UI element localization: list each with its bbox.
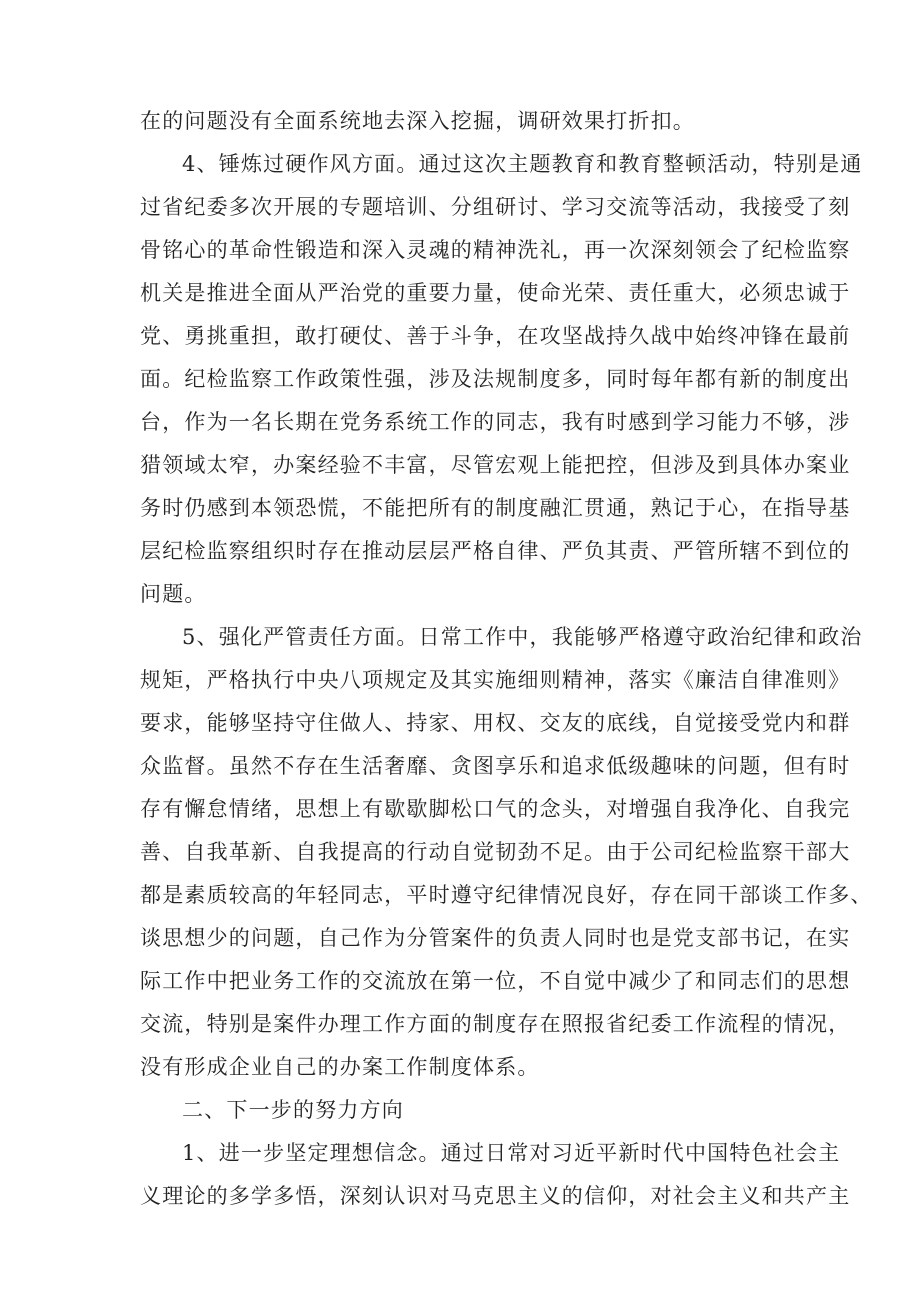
text-line: 层纪检监察组织时存在推动层层严格自律、严负其责、严管所辖不到位的 [140, 539, 851, 563]
text-line: 规矩，严格执行中央八项规定及其实施细则精神，落实《廉洁自律准则》 [140, 668, 851, 692]
text-line: 机关是推进全面从严治党的重要力量，使命光荣、责任重大，必须忠诚于 [140, 281, 851, 305]
text-line: 骨铭心的革命性锻造和深入灵魂的精神洗礼，再一次深刻领会了纪检监察 [140, 238, 851, 262]
text-line: 4、锤炼过硬作风方面。通过这次主题教育和教育整顿活动，特别是通 [182, 152, 863, 176]
text-line: 存有懈怠情绪，思想上有歇歇脚松口气的念头，对增强自我净化、自我完 [140, 797, 851, 821]
text-line: 交流，特别是案件办理工作方面的制度存在照报省纪委工作流程的情况， [140, 1012, 851, 1036]
text-line: 务时仍感到本领恐慌，不能把所有的制度融汇贯通，熟记于心，在指导基 [140, 496, 851, 520]
text-line: 义理论的多学多悟，深刻认识对马克思主义的信仰，对社会主义和共产主 [140, 1184, 851, 1208]
document-body [140, 100, 873, 1218]
text-line: 众监督。虽然不存在生活奢靡、贪图享乐和追求低级趣味的问题，但有时 [140, 754, 851, 778]
text-line: 谈思想少的问题，自己作为分管案件的负责人同时也是党支部书记，在实 [140, 926, 851, 950]
text-line: 过省纪委多次开展的专题培训、分组研讨、学习交流等活动，我接受了刻 [140, 195, 851, 219]
text-line: 没有形成企业自己的办案工作制度体系。 [140, 1055, 540, 1079]
text-line: 要求，能够坚持守住做人、持家、用权、交友的底线，自觉接受党内和群 [140, 711, 851, 735]
text-line: 问题。 [140, 582, 207, 606]
text-line: 际工作中把业务工作的交流放在第一位，不自觉中减少了和同志们的思想 [140, 969, 851, 993]
text-line: 在的问题没有全面系统地去深入挖掘，调研效果打折扣。 [140, 109, 695, 133]
text-line: 1、进一步坚定理想信念。通过日常对习近平新时代中国特色社会主 [182, 1141, 841, 1165]
text-line: 猎领域太窄，办案经验不丰富，尽管宏观上能把控，但涉及到具体办案业 [140, 453, 851, 477]
text-line: 5、强化严管责任方面。日常工作中，我能够严格遵守政治纪律和政治 [182, 625, 863, 649]
text-line: 面。纪检监察工作政策性强，涉及法规制度多，同时每年都有新的制度出 [140, 367, 851, 391]
section-heading: 二、下一步的努力方向 [182, 1098, 404, 1122]
text-line: 台，作为一名长期在党务系统工作的同志，我有时感到学习能力不够，涉 [140, 410, 851, 434]
text-line: 善、自我革新、自我提高的行动自觉韧劲不足。由于公司纪检监察干部大 [140, 840, 851, 864]
text-line: 都是素质较高的年轻同志，平时遵守纪律情况良好，存在同干部谈工作多、 [140, 883, 873, 907]
text-line: 党、勇挑重担，敢打硬仗、善于斗争，在攻坚战持久战中始终冲锋在最前 [140, 324, 851, 348]
